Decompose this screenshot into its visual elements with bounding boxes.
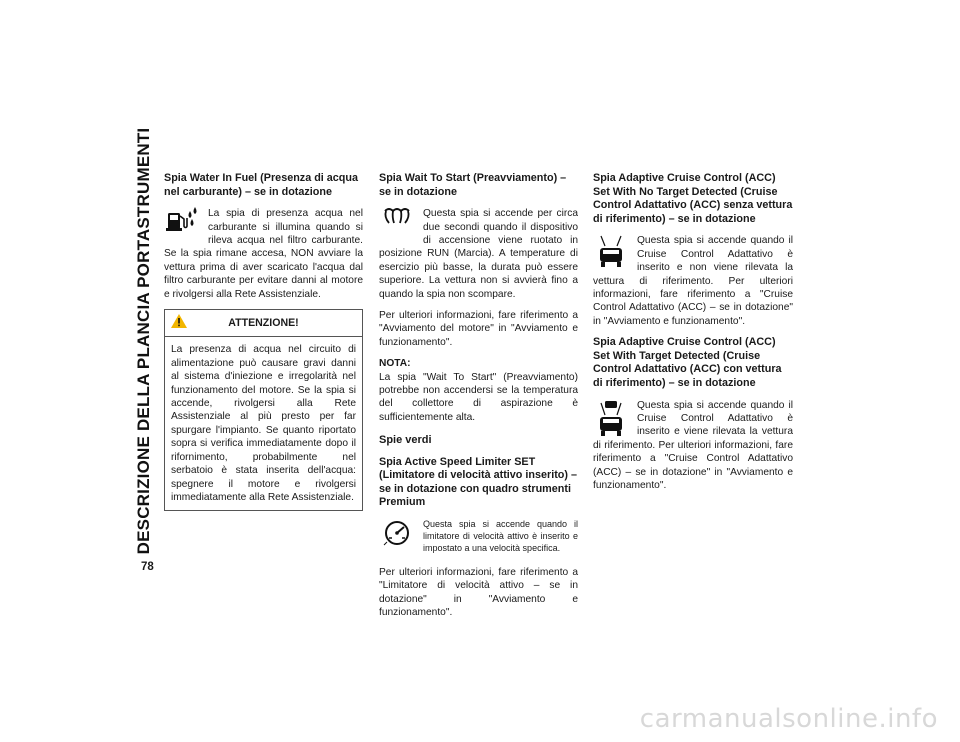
speed-limiter-paragraph [379, 518, 578, 558]
column-1 [164, 172, 363, 511]
wait-to-start-reference: Per ulteriori informazioni, fare riferimento a "Avviamento del motore" in "Avviamento e funzionamento". [379, 310, 578, 348]
acc-no-target-heading: Spia Adaptive Cruise Control (ACC) Set With No Target Detected (Cruise Control Adattativo (ACC) senza vettura di riferimento) – se in dotazione [593, 172, 793, 225]
warning-header [165, 310, 362, 337]
water-in-fuel-text: La spia di presenza acqua nel carburante si illumina quando si rileva acqua nel filtro carburante. Se la spia rimane accesa, NON avviare la vettura prima di aver scaricato l'acqua dal filtro carburante per evitare danni al motore e rivolgersi alla Rete Assistenziale. [164, 208, 363, 300]
note-text: La spia "Wait To Start" (Preavviamento) potrebbe non accendersi se la temperatura del collettore di aspirazione è sufficientemente alta. [379, 371, 578, 423]
warning-title: ATTENZIONE! [228, 317, 299, 330]
watermark: carmanualsonline.info [639, 704, 938, 734]
acc-target-heading: Spia Adaptive Cruise Control (ACC) Set With Target Detected (Cruise Control Adattativo (ACC) con vettura di riferimento) – se in dotazione [593, 336, 782, 389]
acc-no-target-icon [593, 234, 629, 274]
note-label: NOTA: [379, 358, 411, 370]
acc-target-text: Questa spia si accende quando il Cruise Control Adattativo è inserito e viene rilevata la vettura di riferimento. Per ulteriori informazioni, fare riferimento a "Cruise Control Adattativo (ACC) – se in dotazione" in "Avviamento e funzionamento". [593, 399, 793, 492]
acc-no-target-paragraph [593, 234, 793, 328]
speed-limiter-reference: Per ulteriori informazioni, fare riferimento a "Limitatore di velocità attivo – se in dotazione" in "Avviamento e funzionamento". [379, 567, 578, 619]
section-title-vertical [128, 127, 160, 555]
speed-limiter-text: Questa spia si accende quando il limitatore di velocità attivo è inserito e impostato a una velocità specifica. [423, 519, 578, 554]
glow-plug-icon [379, 207, 415, 247]
column-2 [379, 172, 578, 628]
warning-triangle-icon [171, 314, 187, 332]
acc-target-icon [593, 399, 629, 439]
water-in-fuel-paragraph [164, 207, 363, 301]
warning-box [164, 309, 363, 511]
speed-limiter-icon [379, 518, 415, 558]
wait-to-start-heading: Spia Wait To Start (Preavviamento) – se in dotazione [379, 172, 567, 198]
section-title-text: DESCRIZIONE DELLA PLANCIA PORTASTRUMENTI [134, 127, 153, 555]
green-lights-heading: Spie verdi [379, 434, 432, 447]
acc-target-paragraph [593, 399, 793, 493]
acc-no-target-text: Questa spia si accende quando il Cruise Control Adattativo è inserito e non viene rilevata la vettura di riferimento. Per ulteriori informazioni, fare riferimento a "Cruise Control Adattativo (ACC) – se in dotazione" in "Avviamento e funzionamento". [593, 235, 793, 327]
wait-to-start-text: Questa spia si accende per circa due secondi quando il dispositivo di accensione viene ruotato in posizione RUN (Marcia). A temperature di esercizio più basse, la durata può essere superiore. La vettura non si avvierà fino a quando la spia non scompare. [379, 208, 578, 300]
water-in-fuel-heading: Spia Water In Fuel (Presenza di acqua nel carburante) – se in dotazione [164, 172, 358, 198]
speed-limiter-heading: Spia Active Speed Limiter SET (Limitatore di velocità attivo inserito) – se in dotazione con quadro strumenti Premium [379, 455, 577, 509]
warning-text: La presenza di acqua nel circuito di alimentazione può causare gravi danni al sistema d'iniezione e irregolarità nel funzionamento del motore. Se la spia si accende, rivolgersi alla Rete Assistenziale al più presto per far spurgare l'impianto. Se quanto riportato sopra si verifica immediatamente dopo il rifornimento, probabilmente nel serbatoio è stata inserita dell'acqua: spegnere il motore e rivolgersi immediatamente alla Rete Assistenziale. [171, 344, 356, 503]
water-in-fuel-icon [164, 207, 200, 247]
wait-to-start-paragraph [379, 207, 578, 301]
column-3 [593, 172, 793, 500]
page-number: 78 [141, 561, 154, 573]
